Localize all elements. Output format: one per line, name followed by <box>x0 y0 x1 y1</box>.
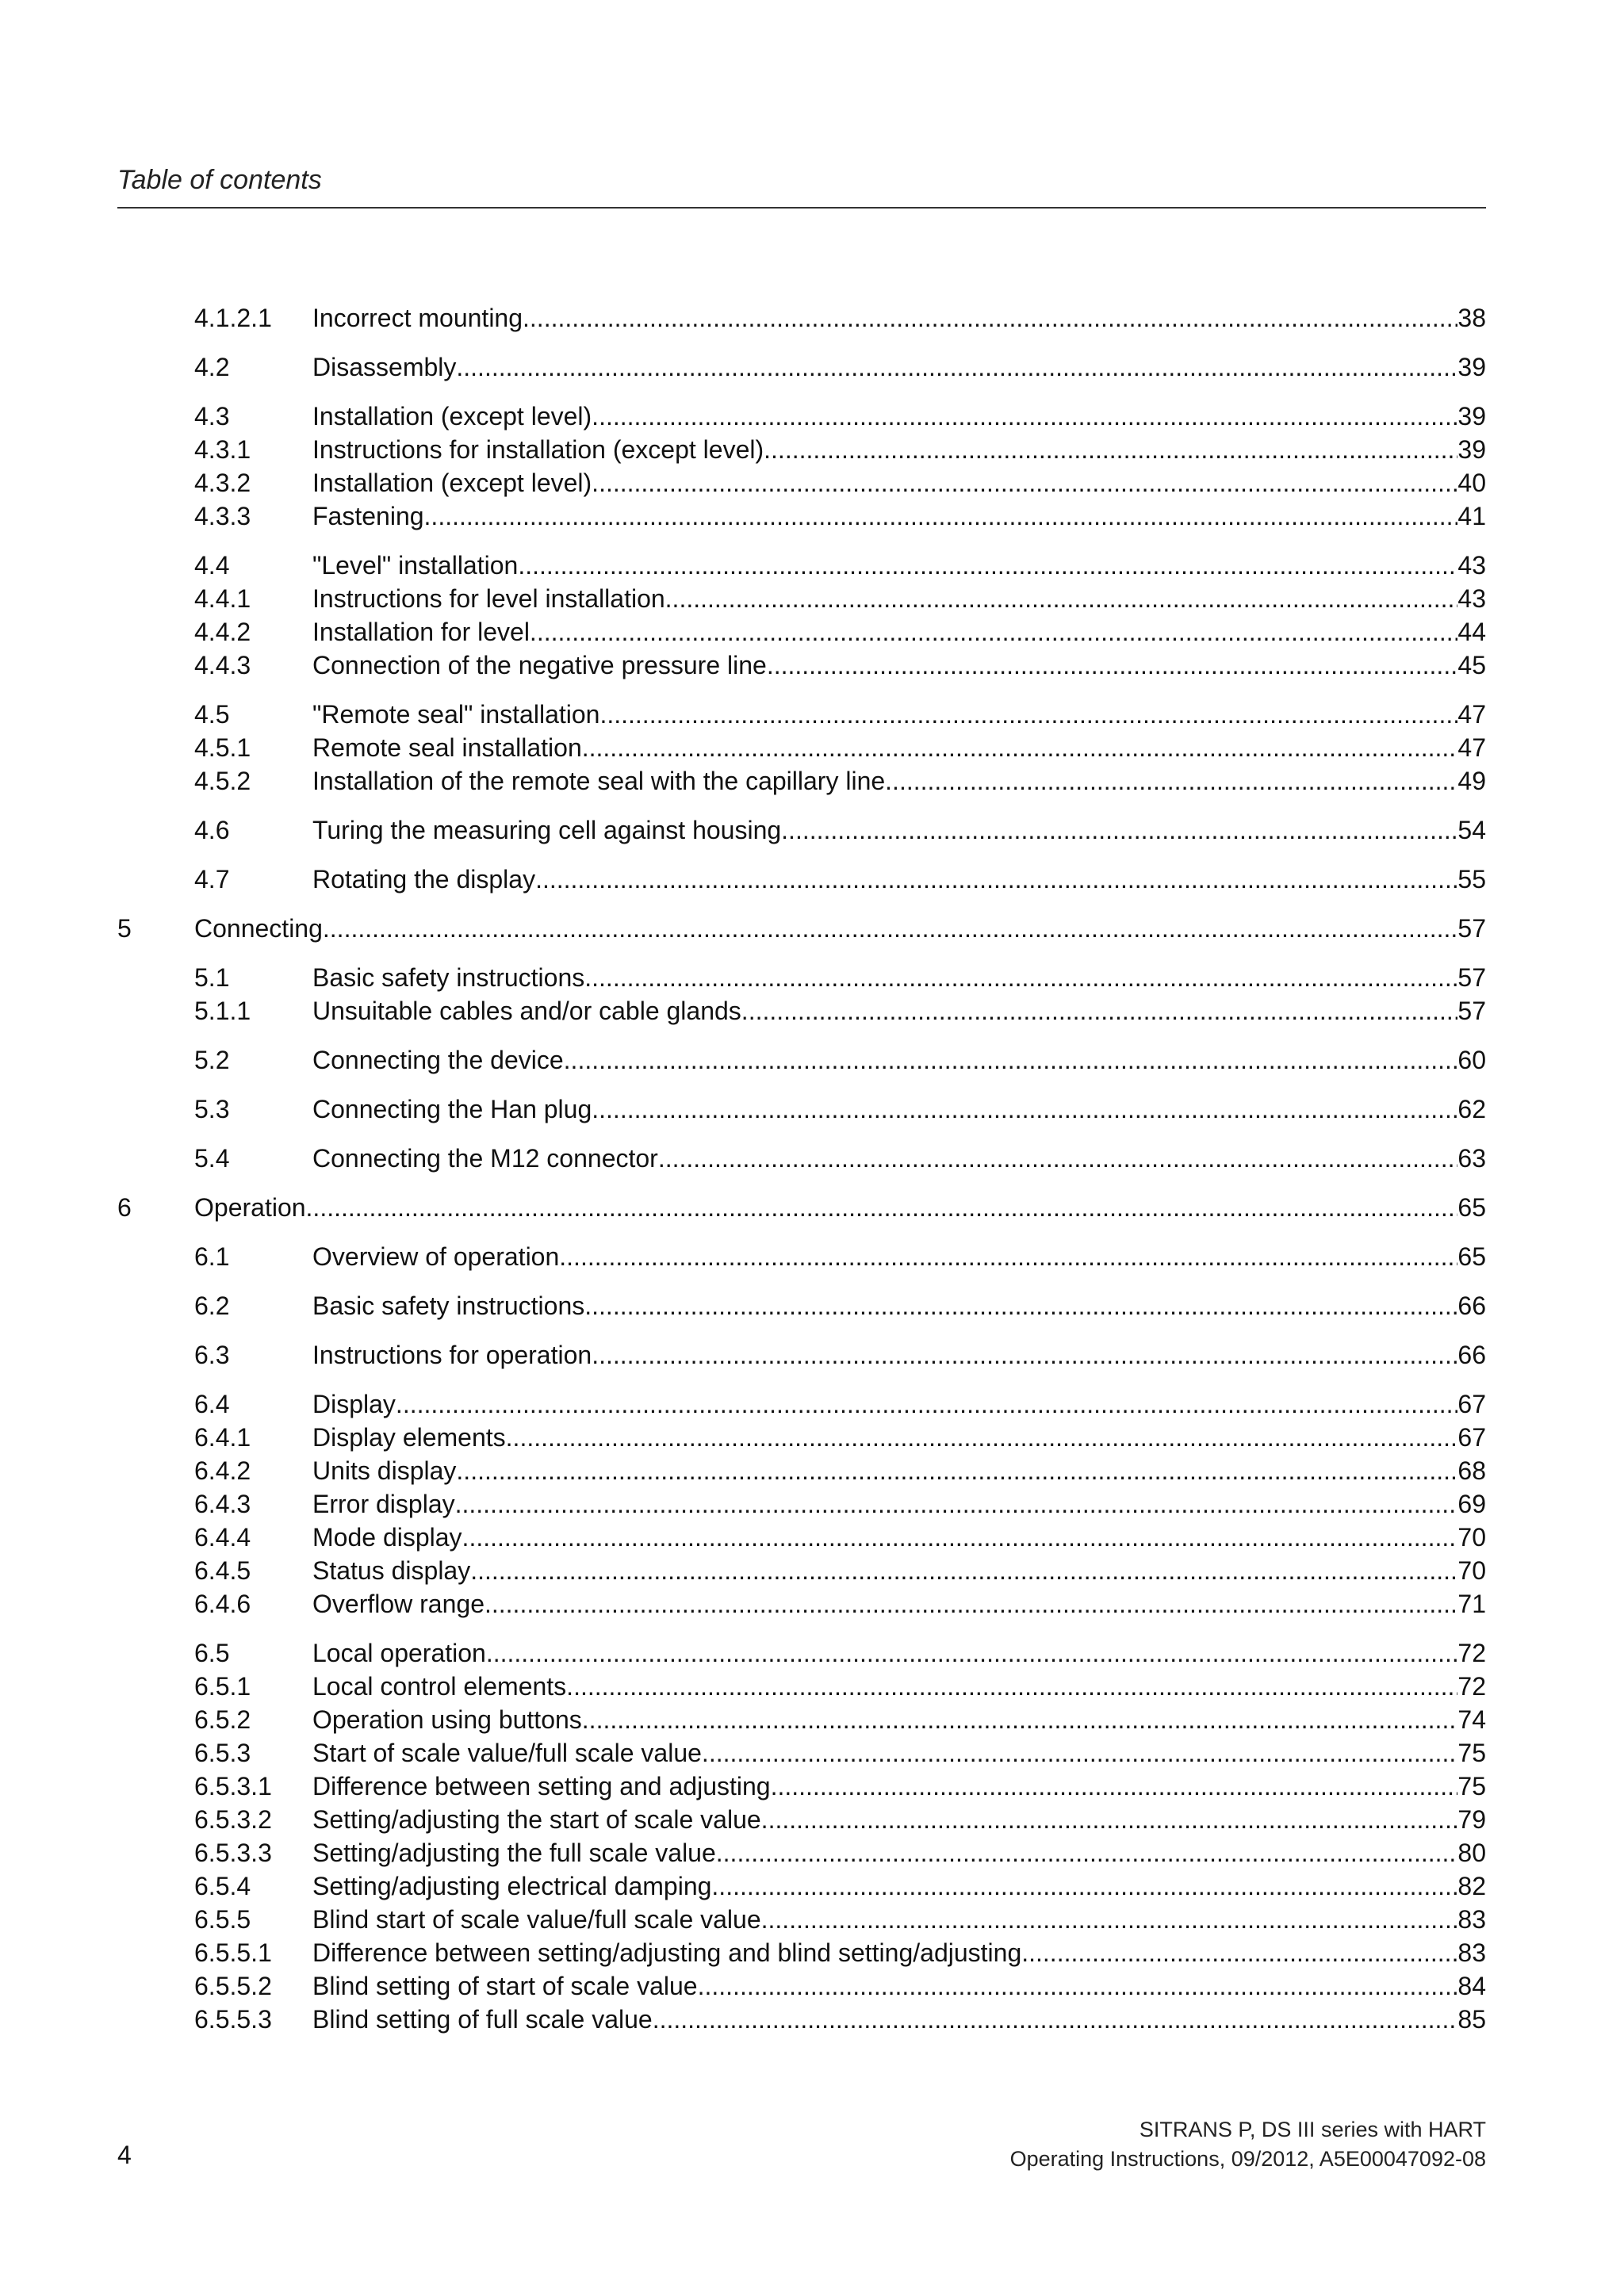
toc-entry[interactable] <box>0 1191 1624 1224</box>
dot-leader <box>885 764 1457 798</box>
toc-entry-page: 45 <box>1457 651 1486 679</box>
toc-entry-title: Blind setting of full scale value <box>312 2005 653 2034</box>
dot-leader <box>665 582 1458 615</box>
toc-entry-line <box>312 1387 1486 1421</box>
toc-entry-title: "Remote seal" installation <box>312 700 600 729</box>
toc-entry-page: 54 <box>1457 816 1486 844</box>
toc-entry-page: 38 <box>1457 304 1486 332</box>
running-header: Table of contents <box>117 165 322 195</box>
toc-entry-line <box>312 1903 1486 1936</box>
toc-entry-title: Mode display <box>312 1523 462 1552</box>
toc-entry-page: 70 <box>1457 1523 1486 1552</box>
toc-entry-number: 5 <box>117 914 132 943</box>
dot-leader <box>456 1454 1457 1487</box>
toc-entry-page: 65 <box>1457 1242 1486 1271</box>
toc-entry-line <box>312 1703 1486 1736</box>
toc-entry-title: Fastening <box>312 502 424 530</box>
toc-entry-number: 6.3 <box>194 1341 230 1369</box>
toc-entry[interactable] <box>0 1521 1624 1554</box>
dot-leader <box>741 994 1458 1027</box>
toc-entry-line <box>312 1142 1486 1175</box>
page-number: 4 <box>117 2141 132 2169</box>
dot-leader <box>470 1554 1457 1587</box>
toc-entry-title: Incorrect mounting <box>312 304 523 332</box>
toc-entry-title: Local operation <box>312 1639 486 1667</box>
toc-entry-number: 6.5.3.1 <box>194 1772 272 1800</box>
toc-entry[interactable] <box>0 813 1624 847</box>
dot-leader <box>323 912 1458 945</box>
toc-entry-number: 6.5.5.3 <box>194 2005 272 2034</box>
toc-entry-line <box>194 1191 1486 1224</box>
toc-entry-number: 4.7 <box>194 865 230 894</box>
toc-entry-line <box>312 1936 1486 1969</box>
toc-entry-line <box>312 549 1486 582</box>
toc-entry[interactable] <box>0 1487 1624 1521</box>
toc-entry-page: 57 <box>1457 997 1486 1025</box>
toc-entry-title: Unsuitable cables and/or cable glands <box>312 997 741 1025</box>
toc-entry-number: 6.1 <box>194 1242 230 1271</box>
toc-entry-page: 49 <box>1457 767 1486 795</box>
dot-leader <box>306 1191 1458 1224</box>
toc-entry-title: Operation <box>194 1193 306 1222</box>
toc-entry-number: 6.2 <box>194 1292 230 1320</box>
toc-entry-line <box>312 1240 1486 1273</box>
dot-leader <box>771 1770 1458 1803</box>
toc-entry-line <box>312 994 1486 1027</box>
toc-entry-title: Setting/adjusting the full scale value <box>312 1839 716 1867</box>
toc-entry-title: Difference between setting/adjusting and blind setting/adjusting <box>312 1938 1022 1967</box>
toc-entry-title: "Level" installation <box>312 551 519 580</box>
dot-leader <box>564 1043 1458 1077</box>
toc-entry-title: Blind setting of start of scale value <box>312 1972 698 2000</box>
dot-leader <box>592 466 1457 499</box>
toc-entry-number: 6.4.2 <box>194 1456 251 1485</box>
dot-leader <box>396 1387 1457 1421</box>
toc-entry-page: 72 <box>1457 1639 1486 1667</box>
dot-leader <box>424 499 1458 533</box>
toc-entry[interactable] <box>0 2003 1624 2036</box>
toc-entry-number: 4.4.2 <box>194 618 251 646</box>
toc-entry-number: 4.5.1 <box>194 733 251 762</box>
dot-leader <box>462 1521 1458 1554</box>
toc-entry-title: Instructions for level installation <box>312 584 665 613</box>
toc-entry-number: 6.5.2 <box>194 1705 251 1734</box>
toc-entry-number: 4.6 <box>194 816 230 844</box>
toc-entry-title: Connecting the M12 connector <box>312 1144 658 1173</box>
dot-leader <box>485 1587 1457 1621</box>
toc-entry-line <box>312 1770 1486 1803</box>
toc-entry-number: 4.3.3 <box>194 502 251 530</box>
toc-entry-title: Connecting <box>194 914 323 943</box>
toc-entry[interactable] <box>0 1338 1624 1372</box>
dot-leader <box>767 649 1458 682</box>
dot-leader <box>456 350 1457 384</box>
toc-entry-line <box>312 1803 1486 1836</box>
toc-entry-line <box>312 813 1486 847</box>
dot-leader <box>711 1869 1457 1903</box>
toc-entry-number: 4.1.2.1 <box>194 304 272 332</box>
dot-leader <box>592 400 1457 433</box>
toc-entry-page: 43 <box>1457 551 1486 580</box>
toc-entry[interactable] <box>0 1936 1624 1969</box>
toc-entry-title: Operation using buttons <box>312 1705 582 1734</box>
toc-entry-number: 4.5 <box>194 700 230 729</box>
toc-entry-title: Overview of operation <box>312 1242 560 1271</box>
toc-entry-line <box>312 1587 1486 1621</box>
toc-entry[interactable] <box>0 1803 1624 1836</box>
toc-entry-page: 84 <box>1457 1972 1486 2000</box>
toc-entry-page: 67 <box>1457 1423 1486 1452</box>
toc-entry-page: 75 <box>1457 1739 1486 1767</box>
toc-entry[interactable] <box>0 466 1624 499</box>
dot-leader <box>698 1969 1458 2003</box>
toc-entry-title: Status display <box>312 1556 471 1585</box>
toc-entry-line <box>312 466 1486 499</box>
toc-entry-number: 4.3.1 <box>194 435 251 464</box>
toc-entry-page: 71 <box>1457 1590 1486 1618</box>
toc-entry-title: Installation (except level) <box>312 469 592 497</box>
header-rule <box>117 207 1486 209</box>
dot-leader <box>781 813 1457 847</box>
table-of-contents <box>0 301 1624 2036</box>
toc-entry-number: 6.5.1 <box>194 1672 251 1701</box>
toc-entry-page: 62 <box>1457 1095 1486 1123</box>
toc-entry[interactable] <box>0 1636 1624 1670</box>
toc-entry-title: Installation of the remote seal with the capillary line <box>312 767 886 795</box>
toc-entry-line <box>312 1454 1486 1487</box>
toc-entry-number: 6.4.5 <box>194 1556 251 1585</box>
toc-entry-number: 6.4.4 <box>194 1523 251 1552</box>
toc-entry-line <box>312 582 1486 615</box>
toc-entry-title: Connecting the Han plug <box>312 1095 592 1123</box>
toc-entry[interactable] <box>0 615 1624 649</box>
toc-entry-number: 6.5.3 <box>194 1739 251 1767</box>
toc-entry-page: 69 <box>1457 1490 1486 1518</box>
toc-entry-page: 55 <box>1457 865 1486 894</box>
dot-leader <box>658 1142 1458 1175</box>
dot-leader <box>530 615 1457 649</box>
toc-entry-title: Start of scale value/full scale value <box>312 1739 702 1767</box>
toc-entry-title: Installation (except level) <box>312 402 592 430</box>
toc-entry[interactable] <box>0 961 1624 994</box>
toc-entry-title: Setting/adjusting electrical damping <box>312 1872 712 1900</box>
dot-leader <box>559 1240 1457 1273</box>
toc-entry[interactable] <box>0 1836 1624 1869</box>
toc-entry-line <box>312 1093 1486 1126</box>
toc-entry[interactable] <box>0 433 1624 466</box>
toc-entry-line <box>312 615 1486 649</box>
toc-entry[interactable] <box>0 400 1624 433</box>
toc-entry[interactable] <box>0 863 1624 896</box>
toc-entry-line <box>312 1636 1486 1670</box>
toc-entry-number: 6.5.5.1 <box>194 1938 272 1967</box>
toc-entry[interactable] <box>0 1387 1624 1421</box>
dot-leader <box>599 698 1457 731</box>
toc-entry-title: Connecting the device <box>312 1046 564 1074</box>
toc-entry[interactable] <box>0 582 1624 615</box>
toc-entry-line <box>312 1554 1486 1587</box>
toc-entry-page: 66 <box>1457 1341 1486 1369</box>
footer-document: Operating Instructions, 09/2012, A5E00047092-08 <box>1009 2147 1486 2171</box>
toc-entry-line <box>312 1521 1486 1554</box>
toc-entry-title: Connection of the negative pressure line <box>312 651 767 679</box>
toc-entry-number: 4.5.2 <box>194 767 251 795</box>
toc-entry-line <box>194 912 1486 945</box>
toc-entry-line <box>312 2003 1486 2036</box>
toc-entry-title: Instructions for operation <box>312 1341 592 1369</box>
toc-entry-title: Difference between setting and adjusting <box>312 1772 771 1800</box>
toc-entry-number: 4.2 <box>194 353 230 381</box>
toc-entry-title: Remote seal installation <box>312 733 582 762</box>
dot-leader <box>702 1736 1457 1770</box>
toc-entry-page: 80 <box>1457 1839 1486 1867</box>
toc-entry-page: 67 <box>1457 1390 1486 1418</box>
toc-entry-number: 4.4.1 <box>194 584 251 613</box>
toc-entry-line <box>312 1836 1486 1869</box>
toc-entry-line <box>312 301 1486 335</box>
toc-entry[interactable] <box>0 994 1624 1027</box>
toc-entry-title: Display <box>312 1390 396 1418</box>
toc-entry-number: 4.3.2 <box>194 469 251 497</box>
toc-entry-page: 57 <box>1457 914 1486 943</box>
toc-entry-page: 63 <box>1457 1144 1486 1173</box>
toc-entry[interactable] <box>0 499 1624 533</box>
dot-leader <box>582 1703 1458 1736</box>
toc-entry-line <box>312 1969 1486 2003</box>
toc-entry-line <box>312 1338 1486 1372</box>
toc-entry-line <box>312 350 1486 384</box>
toc-entry-number: 6.5.3.3 <box>194 1839 272 1867</box>
dot-leader <box>455 1487 1458 1521</box>
toc-entry[interactable] <box>0 1093 1624 1126</box>
toc-entry[interactable] <box>0 1703 1624 1736</box>
toc-entry-line <box>312 1736 1486 1770</box>
toc-entry[interactable] <box>0 764 1624 798</box>
toc-entry[interactable] <box>0 1869 1624 1903</box>
toc-entry-page: 47 <box>1457 700 1486 729</box>
toc-entry-page: 47 <box>1457 733 1486 762</box>
toc-entry-page: 40 <box>1457 469 1486 497</box>
toc-entry-number: 5.3 <box>194 1095 230 1123</box>
toc-entry-number: 4.3 <box>194 402 230 430</box>
toc-entry-title: Turing the measuring cell against housing <box>312 816 782 844</box>
toc-entry-line <box>312 1043 1486 1077</box>
footer-document-info <box>1010 2115 1486 2174</box>
toc-entry-number: 4.4 <box>194 551 230 580</box>
toc-entry[interactable] <box>0 1736 1624 1770</box>
dot-leader <box>1021 1936 1457 1969</box>
toc-entry-page: 82 <box>1457 1872 1486 1900</box>
toc-entry-number: 6.4.3 <box>194 1490 251 1518</box>
toc-entry-page: 43 <box>1457 584 1486 613</box>
toc-entry[interactable] <box>0 1969 1624 2003</box>
toc-entry-page: 68 <box>1457 1456 1486 1485</box>
toc-entry[interactable] <box>0 698 1624 731</box>
toc-entry-number: 5.4 <box>194 1144 230 1173</box>
toc-entry-page: 85 <box>1457 2005 1486 2034</box>
toc-entry-line <box>312 764 1486 798</box>
dot-leader <box>584 1289 1457 1322</box>
toc-entry[interactable] <box>0 1043 1624 1077</box>
toc-entry-line <box>312 1289 1486 1322</box>
toc-entry[interactable] <box>0 1421 1624 1454</box>
toc-entry-number: 5.2 <box>194 1046 230 1074</box>
toc-entry-line <box>312 400 1486 433</box>
toc-entry-title: Blind start of scale value/full scale value <box>312 1905 761 1934</box>
toc-entry-page: 41 <box>1457 502 1486 530</box>
dot-leader <box>653 2003 1458 2036</box>
toc-entry-title: Setting/adjusting the start of scale value <box>312 1805 761 1834</box>
toc-entry-line <box>312 649 1486 682</box>
toc-entry-page: 70 <box>1457 1556 1486 1585</box>
dot-leader <box>716 1836 1458 1869</box>
toc-entry-title: Display elements <box>312 1423 506 1452</box>
toc-entry-page: 83 <box>1457 1905 1486 1934</box>
toc-entry-title: Basic safety instructions <box>312 963 585 992</box>
dot-leader <box>566 1670 1457 1703</box>
toc-entry-title: Error display <box>312 1490 455 1518</box>
dot-leader <box>764 433 1457 466</box>
toc-entry-title: Local control elements <box>312 1672 567 1701</box>
dot-leader <box>518 549 1457 582</box>
dot-leader <box>523 301 1457 335</box>
footer-product: SITRANS P, DS III series with HART <box>1139 2118 1486 2141</box>
toc-entry-page: 44 <box>1457 618 1486 646</box>
toc-entry[interactable] <box>0 350 1624 384</box>
toc-entry-title: Rotating the display <box>312 865 536 894</box>
toc-entry-title: Overflow range <box>312 1590 485 1618</box>
toc-entry-line <box>312 499 1486 533</box>
toc-entry-page: 39 <box>1457 435 1486 464</box>
toc-entry-title: Instructions for installation (except level) <box>312 435 764 464</box>
toc-entry-title: Installation for level <box>312 618 530 646</box>
toc-entry-number: 5.1.1 <box>194 997 251 1025</box>
toc-entry-page: 72 <box>1457 1672 1486 1701</box>
toc-entry-page: 60 <box>1457 1046 1486 1074</box>
toc-entry-number: 5.1 <box>194 963 230 992</box>
toc-entry-number: 6.4 <box>194 1390 230 1418</box>
toc-entry[interactable] <box>0 1770 1624 1803</box>
toc-entry-line <box>312 1421 1486 1454</box>
toc-entry[interactable] <box>0 649 1624 682</box>
dot-leader <box>582 731 1458 764</box>
toc-entry-page: 39 <box>1457 353 1486 381</box>
dot-leader <box>535 863 1457 896</box>
toc-entry-line <box>312 1487 1486 1521</box>
toc-entry-page: 74 <box>1457 1705 1486 1734</box>
toc-entry-title: Disassembly <box>312 353 457 381</box>
toc-entry[interactable] <box>0 912 1624 945</box>
toc-entry-number: 6.5.5 <box>194 1905 251 1934</box>
toc-entry-page: 57 <box>1457 963 1486 992</box>
dot-leader <box>592 1338 1457 1372</box>
toc-entry-title: Basic safety instructions <box>312 1292 585 1320</box>
toc-entry[interactable] <box>0 1289 1624 1322</box>
toc-entry[interactable] <box>0 1670 1624 1703</box>
dot-leader <box>584 961 1457 994</box>
toc-entry-page: 75 <box>1457 1772 1486 1800</box>
toc-entry-line <box>312 863 1486 896</box>
toc-entry-page: 39 <box>1457 402 1486 430</box>
dot-leader <box>761 1803 1458 1836</box>
toc-entry[interactable] <box>0 301 1624 335</box>
toc-entry-line <box>312 698 1486 731</box>
dot-leader <box>486 1636 1458 1670</box>
toc-entry-number: 6.5.5.2 <box>194 1972 272 2000</box>
toc-entry-number: 6.5 <box>194 1639 230 1667</box>
toc-entry-number: 6.4.6 <box>194 1590 251 1618</box>
toc-entry-number: 4.4.3 <box>194 651 251 679</box>
toc-entry-line <box>312 1670 1486 1703</box>
toc-entry-line <box>312 1869 1486 1903</box>
toc-entry[interactable] <box>0 1454 1624 1487</box>
toc-entry-line <box>312 961 1486 994</box>
toc-entry-line <box>312 433 1486 466</box>
toc-entry[interactable] <box>0 1587 1624 1621</box>
toc-entry-title: Units display <box>312 1456 457 1485</box>
toc-entry-page: 79 <box>1457 1805 1486 1834</box>
toc-entry[interactable] <box>0 1240 1624 1273</box>
toc-entry[interactable] <box>0 1142 1624 1175</box>
toc-entry-number: 6 <box>117 1193 132 1222</box>
toc-entry[interactable] <box>0 731 1624 764</box>
toc-entry-number: 6.4.1 <box>194 1423 251 1452</box>
toc-entry[interactable] <box>0 1903 1624 1936</box>
toc-entry-number: 6.5.4 <box>194 1872 251 1900</box>
toc-entry-number: 6.5.3.2 <box>194 1805 272 1834</box>
toc-entry-line <box>312 731 1486 764</box>
toc-entry[interactable] <box>0 549 1624 582</box>
toc-entry[interactable] <box>0 1554 1624 1587</box>
dot-leader <box>592 1093 1457 1126</box>
toc-entry-page: 66 <box>1457 1292 1486 1320</box>
toc-entry-page: 83 <box>1457 1938 1486 1967</box>
dot-leader <box>506 1421 1458 1454</box>
dot-leader <box>761 1903 1458 1936</box>
toc-entry-page: 65 <box>1457 1193 1486 1222</box>
